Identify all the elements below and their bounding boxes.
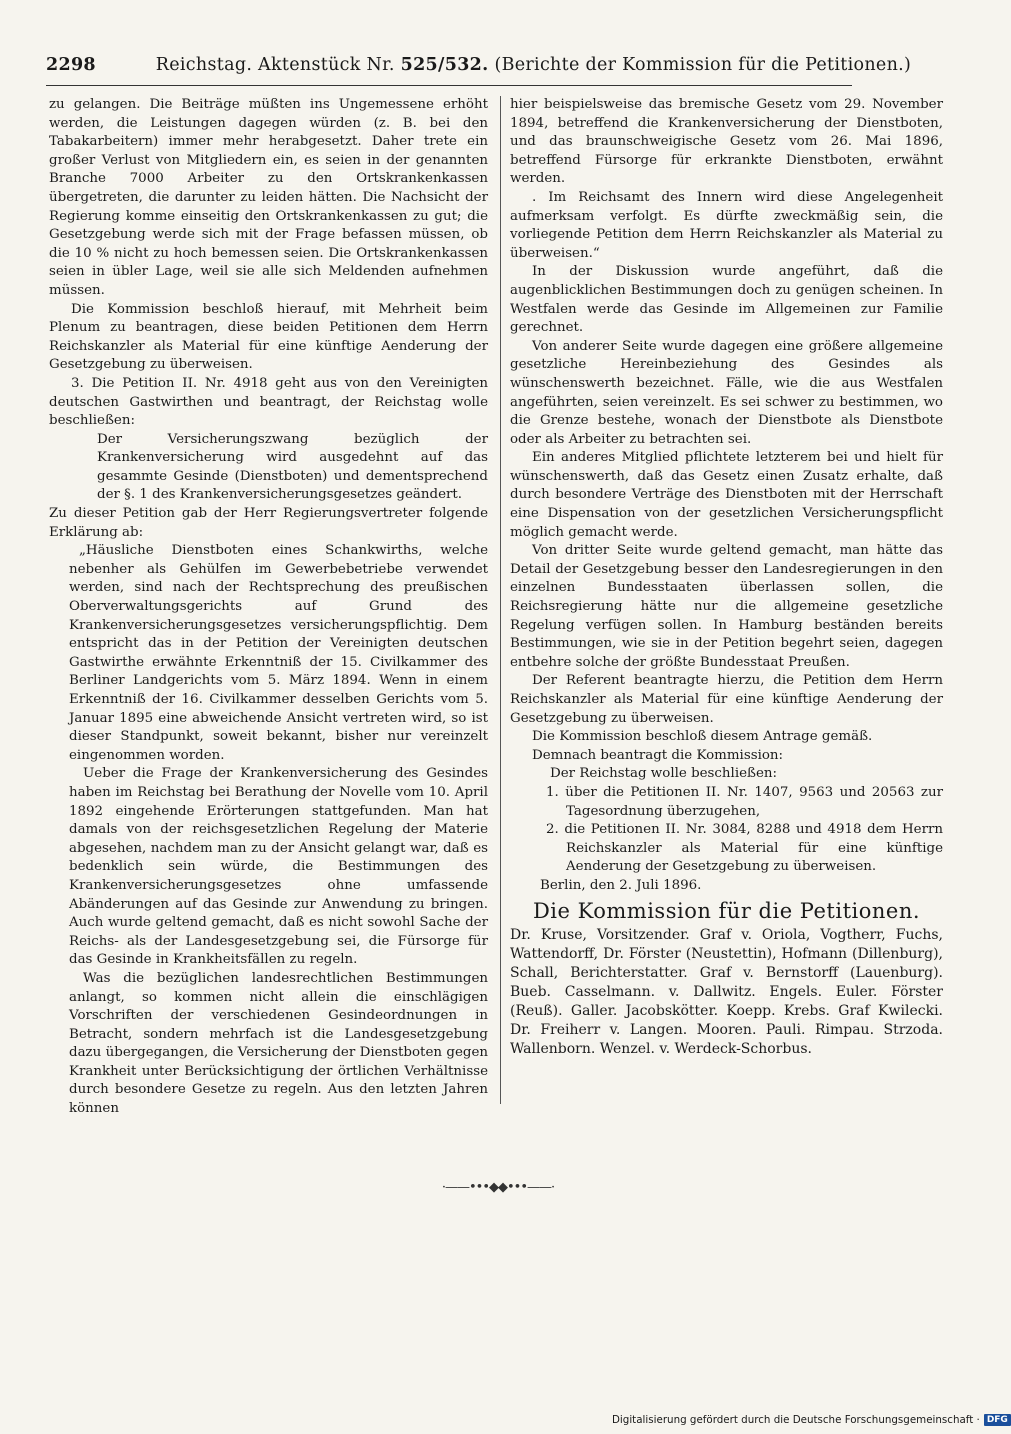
page-header xyxy=(46,55,912,81)
paragraph: Von anderer Seite wurde dagegen eine größere allgemeine gesetzliche Hereinbeziehung des Gesindes als wünschenswerth bezeichnet. Fälle, wie die aus Westfalen angeführten, seien vereinzelt. Es sei schwer zu bestimmen, wo die Grenze bestehe, wonach der Dienstbote als Dienstbote oder als Arbeiter zu betrachten sei. xyxy=(510,338,943,447)
commission-members: Dr. Kruse, Vorsitzender. Graf v. Oriola, Vogtherr, Fuchs, Wattendorff, Dr. Förster (Neustettin), Hofmann (Dillenburg), Schall, Berichterstatter. Graf v. Bernstorff (Lauenburg). Bueb. Casselmann. v. Dallwitz. Engels. Euler. Förster (Reuß). Galler. Jacobskötter. Koepp. Krebs. Graf Kwilecki. Dr. Freiherr v. Langen. Mooren. Pauli. Rimpau. Strzoda. Wallenborn. Wenzel. v. Werdeck-Schorbus. xyxy=(510,926,943,1057)
footer xyxy=(612,1412,1008,1428)
paragraph: Die Kommission beschloß hierauf, mit Mehrheit beim Plenum zu beantragen, diese beiden Petitionen dem Herrn Reichskanzler als Material für eine künftige Aenderung der Gesetzgebung zu überweisen. xyxy=(49,301,488,373)
header-rule xyxy=(46,85,852,86)
column-divider xyxy=(500,96,501,1104)
paragraph: 3. Die Petition II. Nr. 4918 geht aus von den Vereinigten deutschen Gastwirthen und beantragt, der Reichstag wolle beschließen: xyxy=(49,375,488,429)
document-number: 525/532. xyxy=(400,55,489,75)
commission-title: Die Kommission für die Petitionen. xyxy=(532,898,921,923)
quoted-statement: Ueber die Frage der Krankenversicherung des Gesindes haben im Reichstag bei Berathung der Novelle vom 10. April 1892 eingehende Erörterungen stattgefunden. Man hat damals von der reichsgesetzlichen Regelung der Materie abgesehen, nachdem man zu der Ansicht gelangt war, daß es bedenklich sein würde, die Bestimmungen des Krankenversicherungsgesetzes ohne umfassende Abänderungen auf das Gesinde zur Anwendung zu bringen. Auch wurde geltend gemacht, daß es nicht sowohl Sache der Reichs- als der Landesgesetzgebung sei, die Fürsorge für das Gesinde in Krankheitsfällen zu regeln. xyxy=(69,766,488,968)
header-title-suffix: (Berichte der Kommission für die Petitionen.) xyxy=(494,55,912,75)
paragraph: Demnach beantragt die Kommission: xyxy=(532,747,784,763)
page-number: 2298 xyxy=(46,55,96,75)
paragraph: hier beispielsweise das bremische Gesetz vom 29. November 1894, betreffend die Krankenversicherung der Dienstboten, und das braunschweigische Gesetz vom 26. Mai 1896, betreffend Fürsorge für erkrankte Dienstboten, erwähnt werden. xyxy=(510,97,943,187)
petition-request: Der Versicherungszwang bezüglich der Krankenversicherung wird ausgedehnt auf das gesammte Gesinde (Dienstboten) und dementsprechend der §. 1 des Krankenversicherungsgesetzes geändert. xyxy=(97,431,488,503)
header-title-prefix: Reichstag. Aktenstück Nr. xyxy=(155,55,395,75)
right-column xyxy=(510,96,943,1059)
paragraph: Zu dieser Petition gab der Herr Regierungsvertreter folgende Erklärung ab: xyxy=(49,506,488,540)
paragraph: . Im Reichsamt des Innern wird diese Angelegenheit aufmerksam verfolgt. Es dürfte zweckmäßig sein, die vorliegende Petition dem Herrn Reichskanzler als Material zu überweisen.“ xyxy=(510,189,943,261)
quoted-statement: Was die bezüglichen landesrechtlichen Bestimmungen anlangt, so kommen nicht allein die einschlägigen Vorschriften der verschiedenen Gesindeordnungen in Betracht, sondern mehrfach ist die Landesgesetzgebung dazu übergegangen, die Versicherung der Dienstboten gegen Krankheit unter Berücksichtigung der örtlichen Verhältnisse durch besondere Gesetze zu regeln. Aus den letzten Jahren können xyxy=(69,970,488,1117)
paragraph: Von dritter Seite wurde geltend gemacht, man hätte das Detail der Gesetzgebung besser den Landesregierungen in den einzelnen Bundesstaaten überlassen sollen, die Reichsregierung hätte nur die allgemeine gesetzliche Regelung verfügen sollen. In Hamburg beständen bereits Bestimmungen, wie sie in der Petition begehrt seien, dagegen entbehre solche der größte Bundesstaat Preußen. xyxy=(510,543,943,670)
date-line: Berlin, den 2. Juli 1896. xyxy=(540,877,702,893)
paragraph: Ein anderes Mitglied pflichtete letzterem bei und hielt für wünschenswerth, daß das Gesetz einen Zusatz erhalte, daß durch besondere Verträge des Dienstboten mit der Herrschaft eine Dispensation von der gesetzlichen Versicherungspflicht möglich gemacht werde. xyxy=(510,450,943,540)
paragraph: In der Diskussion wurde angeführt, daß die augenblicklichen Bestimmungen doch zu genügen scheinen. In Westfalen werde das Gesinde im Allgemeinen zur Familie gerechnet. xyxy=(510,264,943,336)
resolution-item: 2. die Petitionen II. Nr. 3084, 8288 und 4918 dem Herrn Reichskanzler als Material für eine künftige Aenderung der Gesetzgebung zu überweisen. xyxy=(546,822,943,875)
paragraph: Der Referent beantragte hierzu, die Petition dem Herrn Reichskanzler als Material für eine künftige Aenderung der Gesetzgebung zu überweisen. xyxy=(510,673,943,726)
left-column xyxy=(49,96,488,1119)
resolution-item: 1. über die Petitionen II. Nr. 1407, 9563 und 20563 zur Tagesordnung überzugehen, xyxy=(546,784,943,819)
paragraph: zu gelangen. Die Beiträge müßten ins Ungemessene erhöht werden, die Leistungen dagegen würden (z. B. bei den Tabakarbeitern) immer mehr herabgesetzt. Daher trete ein großer Verlust von Mitgliedern ein, es seien in der genannten Branche 7000 Arbeiter zu den Ortskrankenkassen übergetreten, die darunter zu leiden hätten. Die Nachsicht der Regierung komme einseitig den Ortskrankenkassen zu gut; die Gesetzgebung werde sich mit der Frage befassen müssen, ob die 10 % nicht zu hoch bemessen seien. Die Ortskrankenkassen seien in übler Lage, weil sie alle sich Meldenden aufnehmen müssen. xyxy=(49,97,488,298)
ornament-divider: ·——•••◆◆•••——· xyxy=(441,1180,555,1195)
paragraph: Die Kommission beschloß diesem Antrage gemäß. xyxy=(532,729,873,745)
quoted-statement: „Häusliche Dienstboten eines Schankwirths, welche nebenher als Gehülfen im Gewerbebetriebe verwendet werden, sind nach der Rechtsprechung des preußischen Oberverwaltungsgerichts auf Grund des Krankenversicherungsgesetzes versicherungspflichtig. Dem entspricht das in der Petition der Vereinigten deutschen Gastwirthe erwähnte Erkenntniß der 15. Civilkammer des Berliner Landgerichts vom 5. März 1894. Wenn in einem Erkenntniß der 16. Civilkammer desselben Gerichts vom 5. Januar 1895 eine abweichende Ansicht vertreten wird, so ist dieser Standpunkt, soweit bekannt, bisher nur vereinzelt eingenommen worden. xyxy=(69,543,488,763)
resolution-intro: Der Reichstag wolle beschließen: xyxy=(550,766,778,782)
footer-text: Digitalisierung gefördert durch die Deutsche Forschungsgemeinschaft · xyxy=(612,1414,980,1426)
dfg-logo: DFG xyxy=(984,1414,1011,1426)
